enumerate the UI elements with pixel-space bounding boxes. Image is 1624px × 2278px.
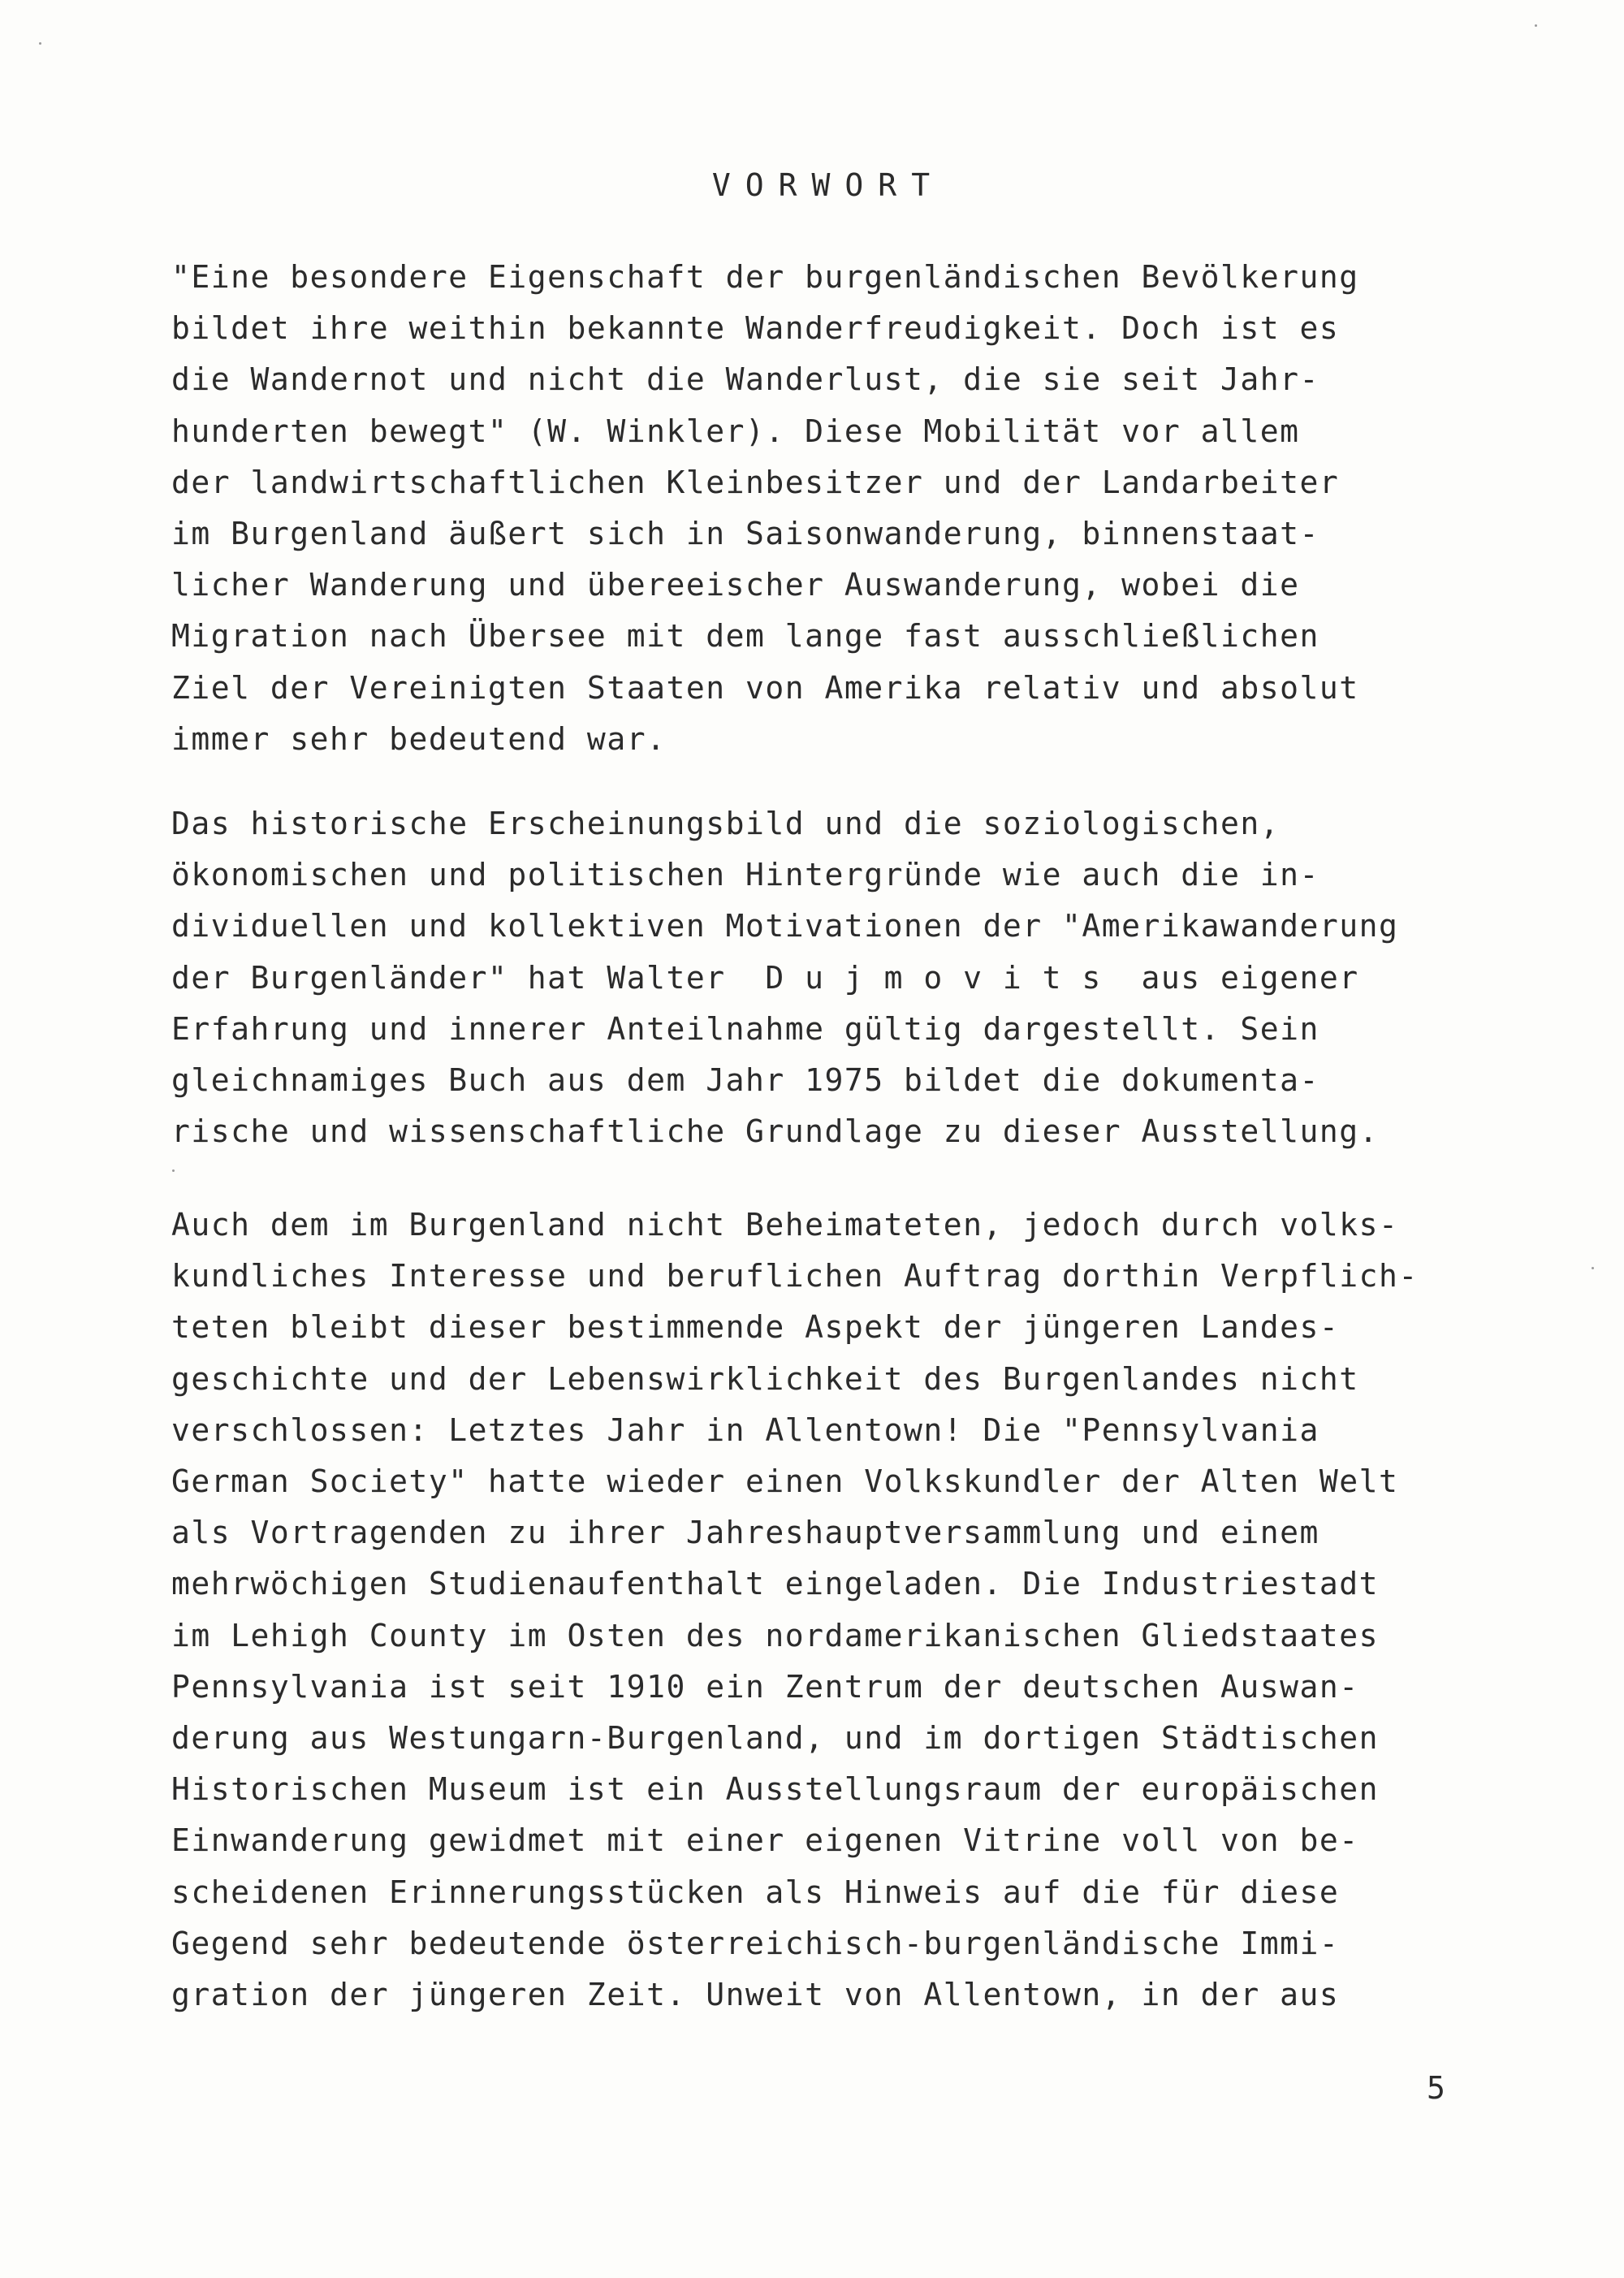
text-line: derung aus Westungarn-Burgenland, und im dortigen Städtischen xyxy=(171,1720,1380,1756)
text-line: Auch dem im Burgenland nicht Beheimateten, jedoch durch volks- xyxy=(171,1207,1399,1243)
text-line: hunderten bewegt" (W. Winkler). Diese Mobilität vor allem xyxy=(171,413,1300,449)
text-line: German Society" hatte wieder einen Volkskundler der Alten Welt xyxy=(171,1463,1399,1499)
scan-speck xyxy=(39,42,41,45)
text-line: der Burgenländer" hat Walter D u j m o v i t s aus eigener xyxy=(171,960,1359,996)
text-line: ökonomischen und politischen Hintergründe wie auch die in- xyxy=(171,857,1320,893)
text-line: Historischen Museum ist ein Ausstellungsraum der europäischen xyxy=(171,1771,1380,1807)
text-line: Einwanderung gewidmet mit einer eigenen Vitrine voll von be- xyxy=(171,1822,1359,1858)
text-line: Das historische Erscheinungsbild und die soziologischen, xyxy=(171,806,1281,841)
text-line: Migration nach Übersee mit dem lange fast ausschließlichen xyxy=(171,618,1320,654)
text-line: teten bleibt dieser bestimmende Aspekt der jüngeren Landes- xyxy=(171,1309,1340,1345)
scan-speck xyxy=(172,1169,175,1172)
text-line: gleichnamiges Buch aus dem Jahr 1975 bildet die dokumenta- xyxy=(171,1062,1320,1098)
text-line: Pennsylvania ist seit 1910 ein Zentrum der deutschen Auswan- xyxy=(171,1669,1359,1705)
text-line: Gegend sehr bedeutende österreichisch-burgenländische Immi- xyxy=(171,1926,1340,1961)
page-title: VORWORT xyxy=(711,167,945,203)
text-line: als Vortragenden zu ihrer Jahreshauptversammlung und einem xyxy=(171,1515,1320,1550)
text-line: licher Wanderung und übereeischer Auswanderung, wobei die xyxy=(171,567,1300,603)
text-line: geschichte und der Lebenswirklichkeit des Burgenlandes nicht xyxy=(171,1361,1359,1397)
text-line: der landwirtschaftlichen Kleinbesitzer und der Landarbeiter xyxy=(171,465,1340,500)
text-line: dividuellen und kollektiven Motivationen der "Amerikawanderung xyxy=(171,908,1399,944)
page-number: 5 xyxy=(1427,2070,1445,2106)
text-line: im Lehigh County im Osten des nordamerikanischen Gliedstaates xyxy=(171,1618,1380,1653)
scan-speck xyxy=(1592,1267,1594,1269)
text-line: verschlossen: Letztes Jahr in Allentown! Die "Pennsylvania xyxy=(171,1412,1320,1448)
text-line: "Eine besondere Eigenschaft der burgenländischen Bevölkerung xyxy=(171,259,1359,295)
text-line: im Burgenland äußert sich in Saisonwanderung, binnenstaat- xyxy=(171,516,1320,551)
text-line: Erfahrung und innerer Anteilnahme gültig dargestellt. Sein xyxy=(171,1011,1320,1047)
text-line: kundliches Interesse und beruflichen Auftrag dorthin Verpflich- xyxy=(171,1258,1419,1294)
text-line: gration der jüngeren Zeit. Unweit von Allentown, in der aus xyxy=(171,1977,1340,2012)
text-line: mehrwöchigen Studienaufenthalt eingeladen. Die Industriestadt xyxy=(171,1566,1380,1602)
text-line: die Wandernot und nicht die Wanderlust, die sie seit Jahr- xyxy=(171,361,1320,397)
text-line: immer sehr bedeutend war. xyxy=(171,721,667,757)
text-line: scheidenen Erinnerungsstücken als Hinweis auf die für diese xyxy=(171,1874,1340,1910)
scan-speck xyxy=(1535,24,1537,27)
text-line: bildet ihre weithin bekannte Wanderfreudigkeit. Doch ist es xyxy=(171,310,1340,346)
text-line: rische und wissenschaftliche Grundlage zu dieser Ausstellung. xyxy=(171,1113,1380,1149)
text-line: Ziel der Vereinigten Staaten von Amerika relativ und absolut xyxy=(171,670,1359,706)
